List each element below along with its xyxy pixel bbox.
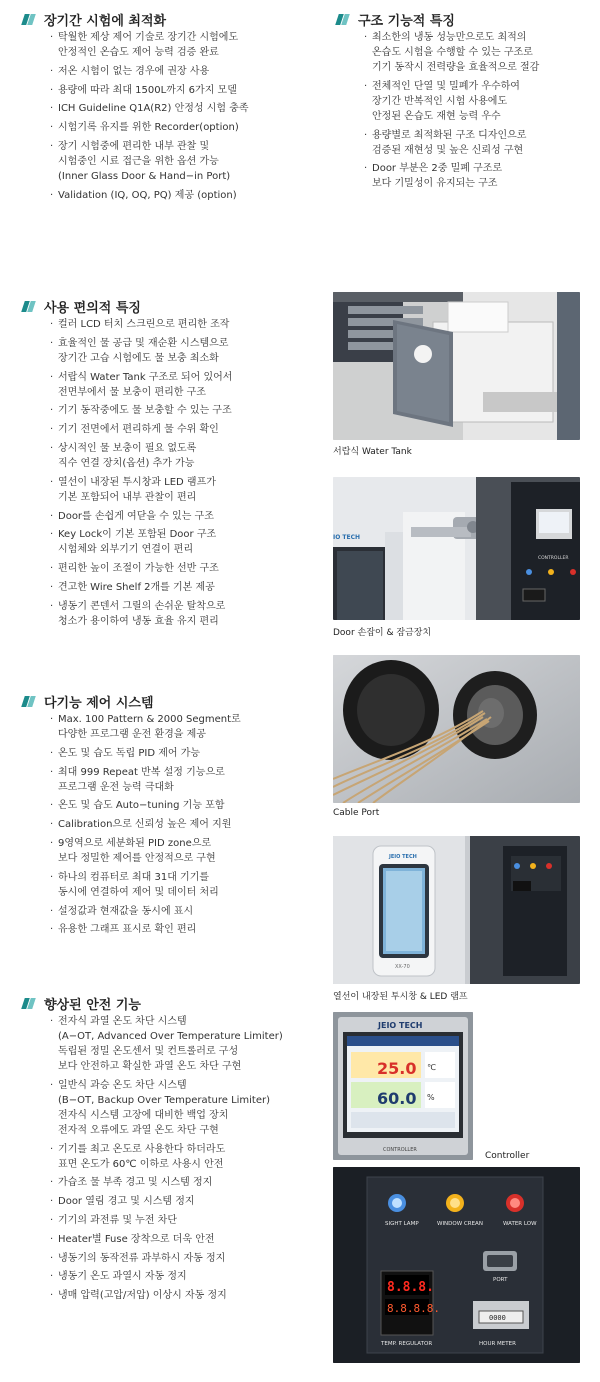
screen-temp-unit: ℃ — [427, 1063, 436, 1072]
screen-hum-unit: % — [427, 1093, 435, 1102]
regulator-sv-display: 8.8.8.8. — [387, 1302, 440, 1315]
cable-port-illustration — [333, 655, 580, 803]
window-crean-label: WINDOW CREAN — [437, 1221, 483, 1227]
door-handle-illustration — [333, 477, 580, 620]
feature-item: · 견고한 Wire Shelf 2개를 기본 제공 — [50, 580, 322, 595]
hour-meter-value: 0000 — [489, 1314, 506, 1322]
feature-item: · 냉동기의 동작전류 과부하시 자동 정지 — [50, 1251, 322, 1266]
window-led-photo — [333, 836, 580, 984]
section-title: 향상된 안전 기능 — [22, 994, 322, 1012]
controller-photo — [333, 1012, 473, 1160]
feature-item: · 용량에 따라 최대 1500L까지 6가지 모델 — [50, 83, 322, 98]
feature-item: · 유용한 그래프 표시로 확인 편리 — [50, 922, 322, 937]
feature-item: · 편리한 높이 조절이 가능한 선반 구조 — [50, 561, 322, 576]
feature-item: · 기기 전면에서 편리하게 물 수위 확인 — [50, 422, 322, 437]
front-panel-photo — [333, 1167, 580, 1363]
feature-item: · 서랍식 Water Tank 구조로 되어 있어서 전면부에서 물 보충이 편리한 구조 — [50, 370, 322, 400]
window-led-illustration — [333, 836, 580, 984]
controller-label-text: CONTROLLER — [538, 556, 569, 561]
feature-item: · 냉동기 콘덴서 그릴의 손쉬운 탈착으로 청소가 용이하여 냉동 효율 유지 편리 — [50, 599, 322, 629]
feature-item: · 9영역으로 세분화된 PID zone으로 보다 정밀한 제어를 안정적으로 구현 — [50, 836, 322, 866]
window-caption: 열선이 내장된 투시창 & LED 램프 — [333, 992, 468, 1002]
feature-item: · 일반식 과승 온도 차단 시스템 (B−OT, Backup Over Temperature Limiter) 전자식 시스템 고장에 대비한 백업 장치 전자적 오류에도 과열 온도 차단 구현 — [50, 1078, 322, 1138]
section-title: 구조 기능적 특징 — [336, 10, 596, 28]
feature-item: · 하나의 컴퓨터로 최대 31대 기기를 동시에 연결하여 제어 및 데이터 처리 — [50, 870, 322, 900]
feature-item: · 최소한의 냉동 성능만으로도 최적의 온습도 시험을 수행할 수 있는 구조로 기기 동작시 전력량을 효율적으로 절감 — [364, 30, 596, 75]
controller-brand-text: JEIO TECH — [378, 1021, 423, 1030]
feature-list — [22, 317, 322, 629]
water-tank-caption: 서랍식 Water Tank — [333, 447, 412, 457]
feature-item: · 기기 동작중에도 물 보충할 수 있는 구조 — [50, 403, 322, 418]
feature-item: · Key Lock이 기본 포함된 Door 구조 시험체와 외부기기 연결이 편리 — [50, 527, 322, 557]
feature-item: · 기기의 과전류 및 누전 차단 — [50, 1213, 322, 1228]
screen-hum-text: 60.0 — [377, 1089, 417, 1108]
section-mark-icon — [22, 12, 36, 26]
feature-item: · 설정값과 현재값을 동시에 표시 — [50, 904, 322, 919]
front-panel-illustration — [333, 1167, 580, 1363]
feature-item: · Door 부분은 2중 밀폐 구조로 보다 기밀성이 유지되는 구조 — [364, 161, 596, 191]
section-convenience — [22, 297, 322, 633]
feature-item: · 온도 및 습도 Auto−tuning 기능 포함 — [50, 798, 322, 813]
section-mark-icon — [22, 694, 36, 708]
feature-item: · 전자식 과열 온도 차단 시스템 (A−OT, Advanced Over Temperature Limiter) 독립된 정밀 온도센서 및 컨트롤러로 구성 보다 안전하고 확실한 과열 온도 차단 구현 — [50, 1014, 322, 1074]
section-longterm — [22, 10, 322, 207]
feature-item: · 용량별로 최적화된 구조 디자인으로 검증된 재현성 및 높은 신뢰성 구현 — [364, 128, 596, 158]
window-model-text: XX-70 — [395, 964, 410, 970]
hour-meter-label: HOUR METER — [479, 1341, 516, 1347]
feature-item: · 저온 시험이 없는 경우에 권장 사용 — [50, 64, 322, 79]
water-low-label: WATER LOW — [503, 1221, 537, 1227]
controller-illustration — [333, 1012, 473, 1160]
feature-item: · 가습조 물 부족 경고 및 시스템 정지 — [50, 1175, 322, 1190]
section-structure — [336, 10, 596, 195]
section-mark-icon — [22, 996, 36, 1010]
feature-item: · 효율적인 물 공급 및 재순환 시스템으로 장기간 고습 시험에도 물 보충 최소화 — [50, 336, 322, 366]
feature-item: · Door를 손쉽게 여닫을 수 있는 구조 — [50, 509, 322, 524]
water-tank-illustration — [333, 292, 580, 440]
feature-item: · Door 열림 경고 및 시스템 정지 — [50, 1194, 322, 1209]
feature-item: · 시험기록 유지를 위한 Recorder(option) — [50, 120, 322, 135]
feature-item: · 컬러 LCD 터치 스크린으로 편리한 조작 — [50, 317, 322, 332]
sight-lamp-label: SIGHT LAMP — [385, 1221, 419, 1227]
section-title: 장기간 시험에 최적화 — [22, 10, 322, 28]
section-control — [22, 692, 322, 941]
feature-item: · Calibration으로 신뢰성 높은 제어 지원 — [50, 817, 322, 832]
water-tank-photo — [333, 292, 580, 440]
feature-item: · 기기를 최고 온도로 사용한다 하더라도 표면 온도가 60℃ 이하로 사용시 안전 — [50, 1142, 322, 1172]
cable-port-caption: Cable Port — [333, 808, 380, 818]
door-handle-photo — [333, 477, 580, 620]
feature-item: · 장기 시험중에 편리한 내부 관찰 및 시험중인 시료 접근을 위한 옵션 가능 (Inner Glass Door & Hand−in Port) — [50, 139, 322, 184]
port-label: PORT — [493, 1277, 508, 1283]
temp-regulator-label: TEMP. REGULATOR — [381, 1341, 433, 1347]
window-brand-text: JEIO TECH — [389, 854, 417, 860]
section-mark-icon — [336, 12, 350, 26]
feature-item: · 최대 999 Repeat 반복 설정 기능으로 프로그램 운전 능력 극대화 — [50, 765, 322, 795]
feature-item: · 냉매 압력(고압/저압) 이상시 자동 정지 — [50, 1288, 322, 1303]
feature-item: · 전체적인 단열 및 밀폐가 우수하여 장기간 반복적인 시험 사용에도 안정된 온습도 재현 능력 우수 — [364, 79, 596, 124]
controller-caption: Controller — [485, 1151, 530, 1161]
feature-item: · Heater별 Fuse 장착으로 더욱 안전 — [50, 1232, 322, 1247]
feature-item: · 냉동기 온도 과열시 자동 정지 — [50, 1269, 322, 1284]
feature-list — [22, 1014, 322, 1303]
feature-list — [22, 30, 322, 203]
section-mark-icon — [22, 299, 36, 313]
door-caption: Door 손잡이 & 잠금장치 — [333, 628, 432, 638]
section-safety — [22, 994, 322, 1307]
section-title: 사용 편의적 특징 — [22, 297, 322, 315]
feature-item: · 상시적인 물 보충이 필요 없도록 직수 연결 장치(옵션) 추가 가능 — [50, 441, 322, 471]
feature-list — [336, 30, 596, 191]
brand-partial-text: IO TECH — [333, 534, 361, 541]
feature-item: · 온도 및 습도 독립 PID 제어 가능 — [50, 746, 322, 761]
regulator-pv-display: 8.8.8. — [387, 1280, 434, 1295]
controller-bottom-label: CONTROLLER — [383, 1147, 417, 1153]
section-title: 다기능 제어 시스템 — [22, 692, 322, 710]
feature-item: · Max. 100 Pattern & 2000 Segment로 다양한 프로그램 운전 환경을 제공 — [50, 712, 322, 742]
feature-item: · 탁월한 제상 제어 기술로 장기간 시험에도 안정적인 온습도 제어 능력 검증 완료 — [50, 30, 322, 60]
feature-item: · ICH Guideline Q1A(R2) 안정성 시험 충족 — [50, 101, 322, 116]
screen-temp-text: 25.0 — [377, 1059, 417, 1078]
cable-port-photo — [333, 655, 580, 803]
feature-list — [22, 712, 322, 937]
feature-item: · Validation (IQ, OQ, PQ) 제공 (option) — [50, 188, 322, 203]
feature-item: · 열선이 내장된 투시창과 LED 램프가 기본 포함되어 내부 관찰이 편리 — [50, 475, 322, 505]
